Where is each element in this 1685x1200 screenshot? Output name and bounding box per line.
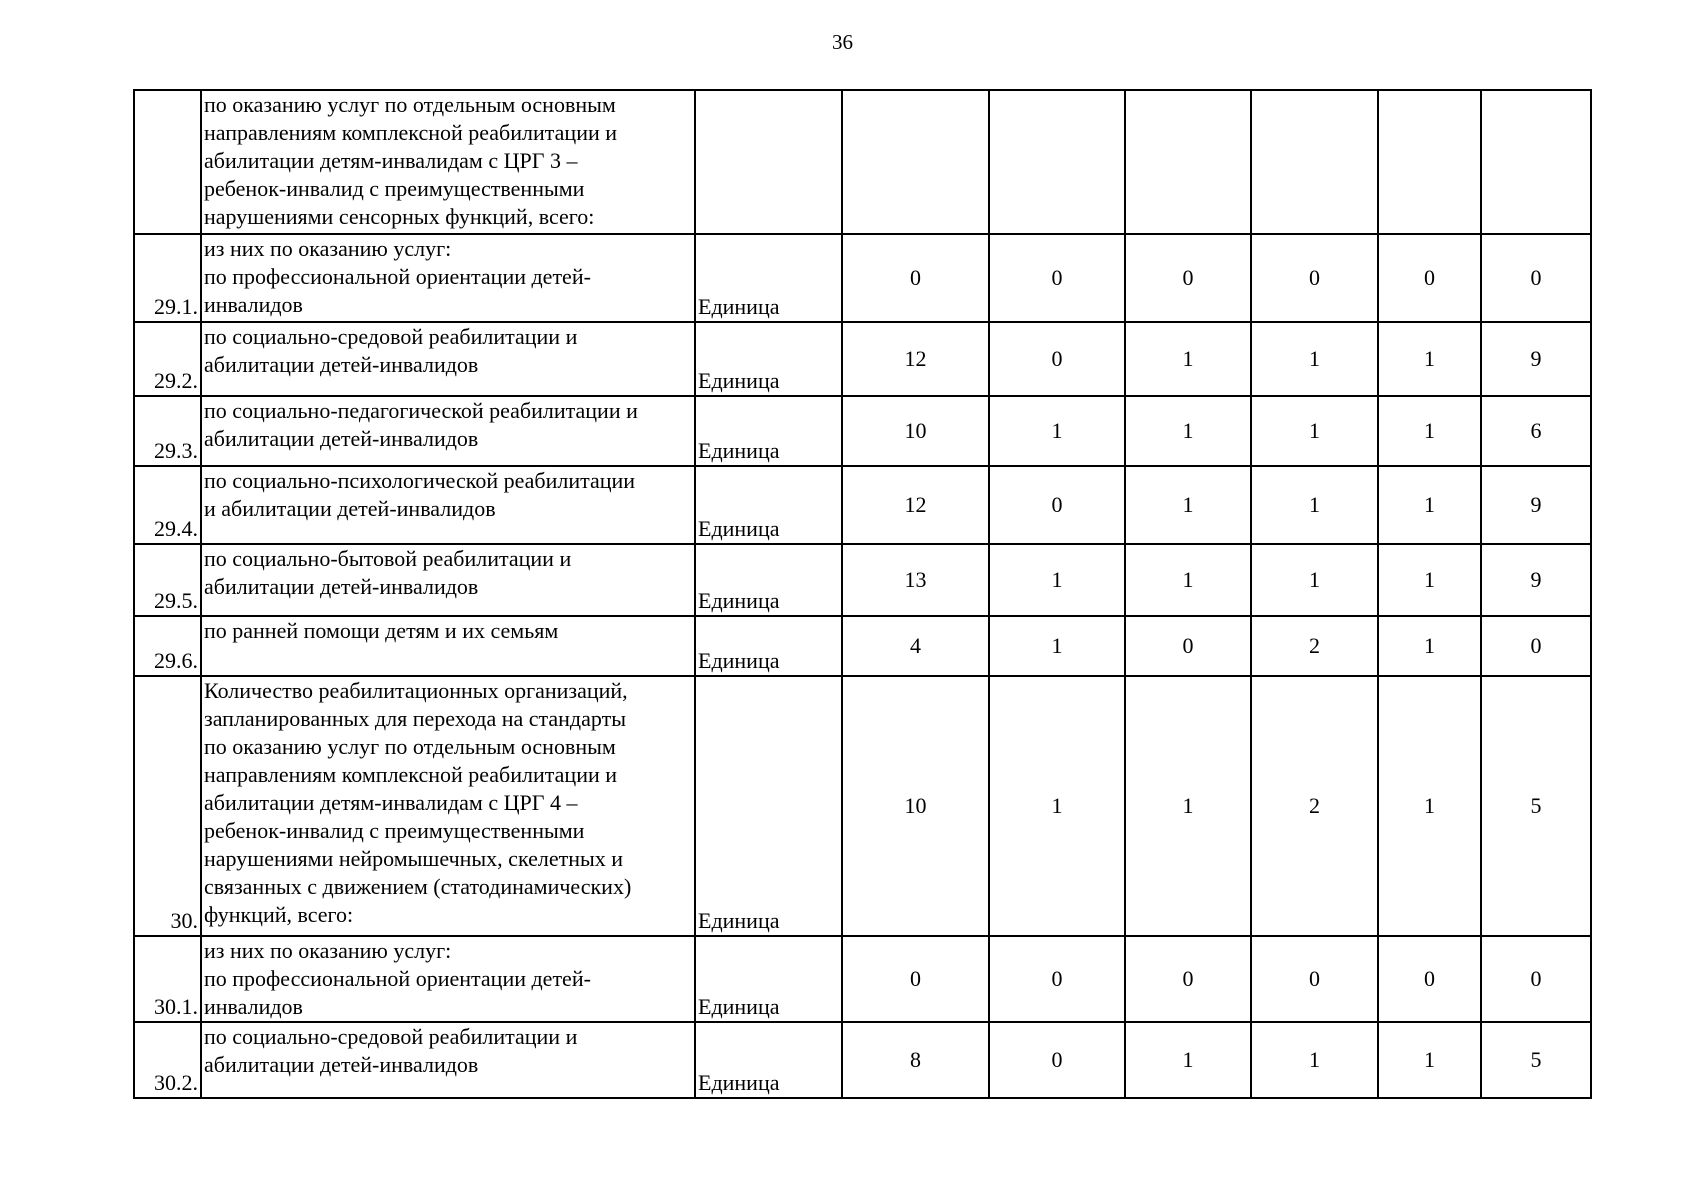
description-line: абилитации детей-инвалидов bbox=[204, 352, 479, 377]
description-cell bbox=[201, 616, 695, 676]
value-cell: 1 bbox=[989, 676, 1125, 936]
value-cell: 10 bbox=[842, 676, 989, 936]
value-cell bbox=[1378, 90, 1481, 234]
description-cell bbox=[201, 322, 695, 396]
value-cell: 0 bbox=[1481, 936, 1591, 1022]
value-cell: 1 bbox=[1378, 322, 1481, 396]
value-cell: 1 bbox=[1251, 396, 1378, 466]
value-cell bbox=[1251, 90, 1378, 234]
description-line: абилитации детям-инвалидам с ЦРГ 3 – bbox=[204, 148, 578, 173]
description-line: абилитации детей-инвалидов bbox=[204, 426, 479, 451]
description-cell bbox=[201, 466, 695, 544]
value-cell: 0 bbox=[989, 1022, 1125, 1098]
description-line: по социально-средовой реабилитации и bbox=[204, 324, 578, 349]
value-cell: 9 bbox=[1481, 322, 1591, 396]
description-line: по социально-бытовой реабилитации и bbox=[204, 546, 572, 571]
description-line: по оказанию услуг по отдельным основным bbox=[204, 734, 616, 759]
unit-cell: Единица bbox=[695, 936, 842, 1022]
unit-cell: Единица bbox=[695, 396, 842, 466]
value-cell: 0 bbox=[842, 936, 989, 1022]
value-cell bbox=[842, 90, 989, 234]
value-cell: 0 bbox=[989, 234, 1125, 322]
unit-cell: Единица bbox=[695, 466, 842, 544]
value-cell: 1 bbox=[989, 616, 1125, 676]
value-cell: 12 bbox=[842, 322, 989, 396]
description-line: связанных с движением (статодинамических) bbox=[204, 874, 632, 899]
description-line: и абилитации детей-инвалидов bbox=[204, 496, 496, 521]
description-line: ребенок-инвалид с преимущественными bbox=[204, 176, 585, 201]
value-cell: 13 bbox=[842, 544, 989, 616]
value-cell: 1 bbox=[1378, 544, 1481, 616]
table-row bbox=[134, 234, 1591, 322]
description-cell bbox=[201, 234, 695, 322]
unit-cell: Единица bbox=[695, 322, 842, 396]
value-cell bbox=[1481, 90, 1591, 234]
table-row bbox=[134, 322, 1591, 396]
description-cell bbox=[201, 544, 695, 616]
row-number-cell: 29.5. bbox=[134, 544, 201, 616]
description-line: по профессиональной ориентации детей- bbox=[204, 966, 591, 991]
value-cell: 1 bbox=[1251, 544, 1378, 616]
description-line: инвалидов bbox=[204, 994, 303, 1019]
value-cell: 0 bbox=[989, 466, 1125, 544]
value-cell: 1 bbox=[1251, 466, 1378, 544]
value-cell bbox=[989, 90, 1125, 234]
table-row bbox=[134, 616, 1591, 676]
value-cell: 4 bbox=[842, 616, 989, 676]
row-number-cell: 29.2. bbox=[134, 322, 201, 396]
row-number-cell bbox=[134, 90, 201, 234]
unit-cell: Единица bbox=[695, 544, 842, 616]
value-cell: 1 bbox=[1125, 396, 1251, 466]
value-cell: 2 bbox=[1251, 676, 1378, 936]
value-cell: 0 bbox=[1125, 234, 1251, 322]
table-row bbox=[134, 544, 1591, 616]
description-line: по социально-педагогической реабилитации и bbox=[204, 398, 638, 423]
value-cell: 1 bbox=[1125, 544, 1251, 616]
description-line: функций, всего: bbox=[204, 902, 354, 927]
row-number-cell: 30.1. bbox=[134, 936, 201, 1022]
value-cell: 1 bbox=[1378, 616, 1481, 676]
description-line: из них по оказанию услуг: bbox=[204, 236, 452, 261]
value-cell: 1 bbox=[1125, 676, 1251, 936]
value-cell: 1 bbox=[1378, 1022, 1481, 1098]
description-cell bbox=[201, 90, 695, 234]
value-cell: 8 bbox=[842, 1022, 989, 1098]
description-line: запланированных для перехода на стандарты bbox=[204, 706, 626, 731]
value-cell: 0 bbox=[1125, 936, 1251, 1022]
description-line: нарушениями сенсорных функций, всего: bbox=[204, 204, 595, 229]
value-cell: 1 bbox=[1125, 466, 1251, 544]
value-cell: 12 bbox=[842, 466, 989, 544]
row-number-cell: 29.4. bbox=[134, 466, 201, 544]
table-row bbox=[134, 676, 1591, 936]
unit-cell: Единица bbox=[695, 616, 842, 676]
description-line: по профессиональной ориентации детей- bbox=[204, 264, 591, 289]
row-number-cell: 29.3. bbox=[134, 396, 201, 466]
description-line: ребенок-инвалид с преимущественными bbox=[204, 818, 585, 843]
value-cell: 10 bbox=[842, 396, 989, 466]
description-line: абилитации детей-инвалидов bbox=[204, 1052, 479, 1077]
value-cell: 1 bbox=[989, 544, 1125, 616]
description-line: по социально-средовой реабилитации и bbox=[204, 1024, 578, 1049]
value-cell: 0 bbox=[989, 322, 1125, 396]
description-line: Количество реабилитационных организаций, bbox=[204, 678, 628, 703]
value-cell: 2 bbox=[1251, 616, 1378, 676]
value-cell: 0 bbox=[1251, 234, 1378, 322]
value-cell: 0 bbox=[1481, 616, 1591, 676]
value-cell: 1 bbox=[1378, 396, 1481, 466]
description-cell bbox=[201, 1022, 695, 1098]
page-number: 36 bbox=[832, 30, 853, 54]
row-number-cell: 29.6. bbox=[134, 616, 201, 676]
value-cell: 1 bbox=[1125, 322, 1251, 396]
description-line: инвалидов bbox=[204, 292, 303, 317]
unit-cell: Единица bbox=[695, 234, 842, 322]
description-line: абилитации детей-инвалидов bbox=[204, 574, 479, 599]
unit-cell: Единица bbox=[695, 1022, 842, 1098]
table-row bbox=[134, 1022, 1591, 1098]
value-cell: 1 bbox=[1251, 322, 1378, 396]
value-cell: 1 bbox=[1251, 1022, 1378, 1098]
value-cell: 5 bbox=[1481, 676, 1591, 936]
value-cell: 1 bbox=[1378, 676, 1481, 936]
description-cell bbox=[201, 936, 695, 1022]
value-cell: 1 bbox=[989, 396, 1125, 466]
value-cell: 0 bbox=[1378, 234, 1481, 322]
value-cell: 0 bbox=[842, 234, 989, 322]
value-cell: 5 bbox=[1481, 1022, 1591, 1098]
value-cell: 9 bbox=[1481, 544, 1591, 616]
row-number-cell: 30.2. bbox=[134, 1022, 201, 1098]
unit-cell bbox=[695, 90, 842, 234]
value-cell: 0 bbox=[989, 936, 1125, 1022]
table-row bbox=[134, 466, 1591, 544]
table-row bbox=[134, 90, 1591, 234]
value-cell: 6 bbox=[1481, 396, 1591, 466]
value-cell: 0 bbox=[1125, 616, 1251, 676]
value-cell: 0 bbox=[1251, 936, 1378, 1022]
description-line: нарушениями нейромышечных, скелетных и bbox=[204, 846, 624, 871]
row-number-cell: 30. bbox=[134, 676, 201, 936]
report-table bbox=[133, 89, 1592, 1099]
description-line: из них по оказанию услуг: bbox=[204, 938, 452, 963]
row-number-cell: 29.1. bbox=[134, 234, 201, 322]
value-cell: 1 bbox=[1378, 466, 1481, 544]
description-line: по ранней помощи детям и их семьям bbox=[204, 618, 559, 643]
description-line: направлениям комплексной реабилитации и bbox=[204, 120, 618, 145]
table-row bbox=[134, 396, 1591, 466]
description-cell bbox=[201, 396, 695, 466]
value-cell bbox=[1125, 90, 1251, 234]
value-cell: 1 bbox=[1125, 1022, 1251, 1098]
description-line: по социально-психологической реабилитации bbox=[204, 468, 636, 493]
description-line: по оказанию услуг по отдельным основным bbox=[204, 92, 616, 117]
description-line: направлениям комплексной реабилитации и bbox=[204, 762, 618, 787]
unit-cell: Единица bbox=[695, 676, 842, 936]
table-row bbox=[134, 936, 1591, 1022]
description-line: абилитации детям-инвалидам с ЦРГ 4 – bbox=[204, 790, 578, 815]
value-cell: 0 bbox=[1378, 936, 1481, 1022]
value-cell: 0 bbox=[1481, 234, 1591, 322]
value-cell: 9 bbox=[1481, 466, 1591, 544]
description-cell bbox=[201, 676, 695, 936]
table-body bbox=[134, 90, 1591, 1098]
